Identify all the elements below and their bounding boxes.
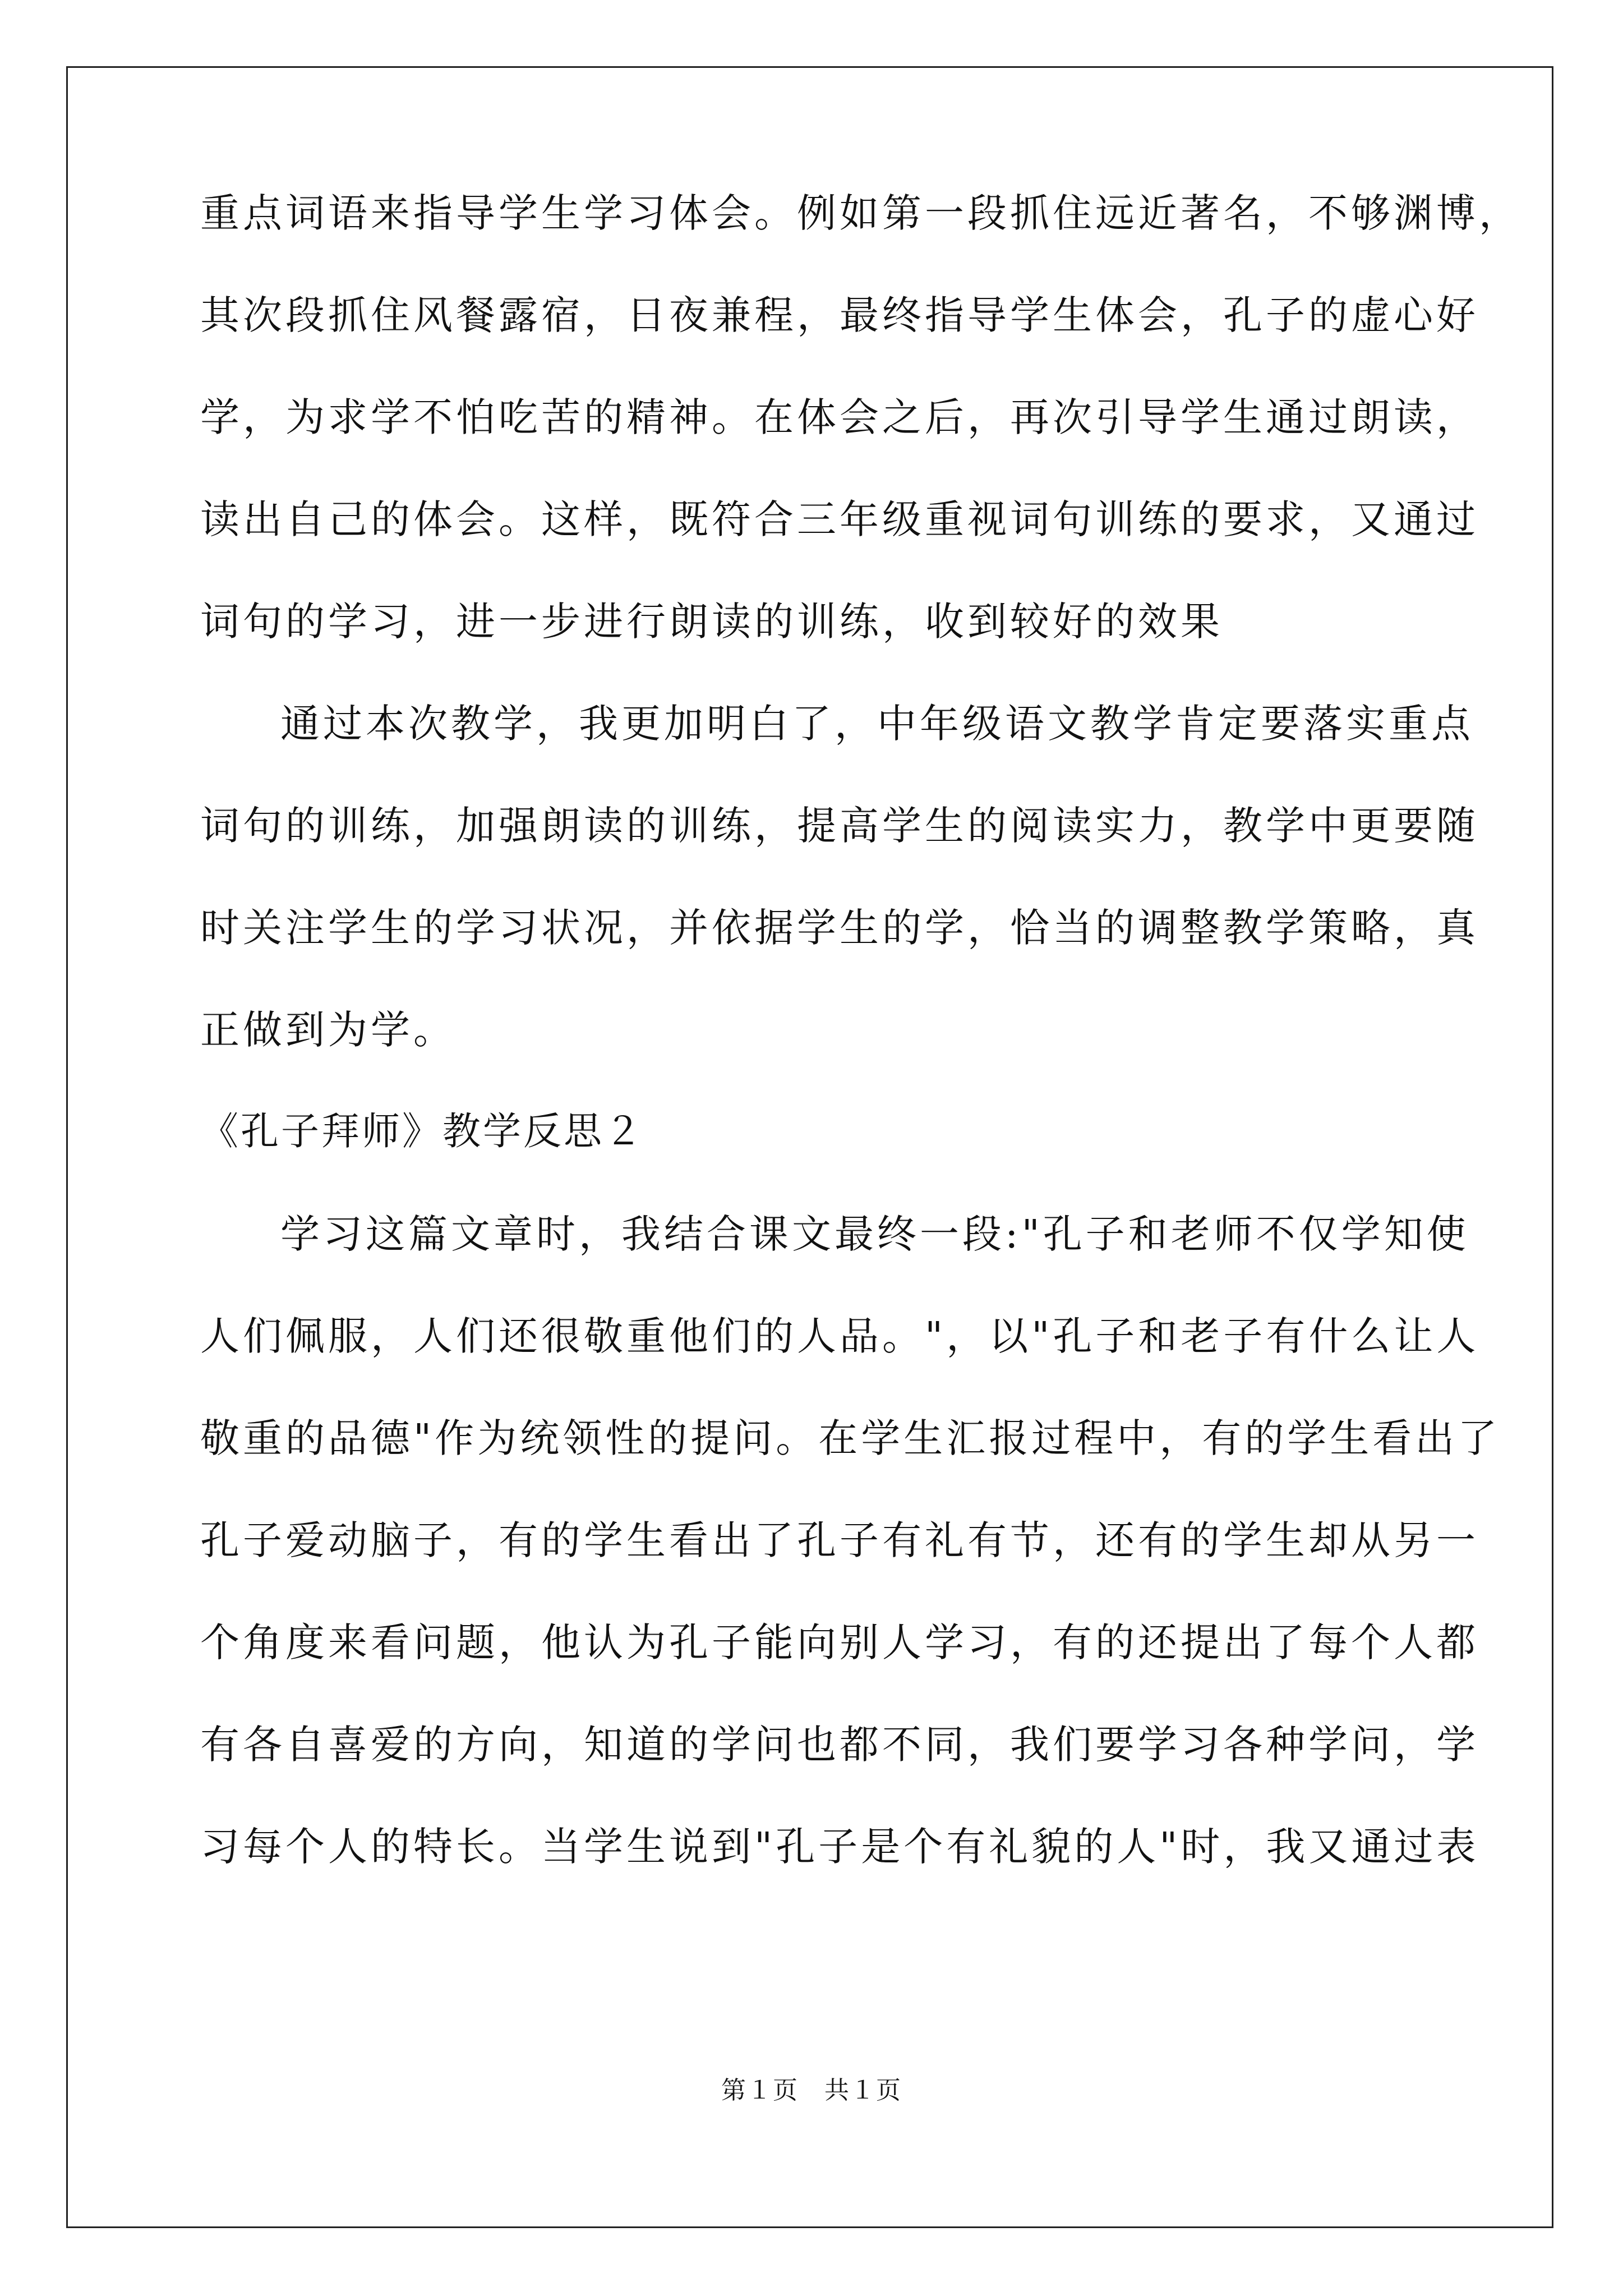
text-line: 学，为求学不怕吃苦的精神。在体会之后，再次引导学生通过朗读， xyxy=(200,394,1479,440)
text-line: 习每个人的特长。当学生说到"孔子是个有礼貌的人"时，我又通过表 xyxy=(200,1824,1479,1870)
paragraph-first-line: 学习这篇文章时，我结合课文最终一段:"孔子和老师不仅学知使 xyxy=(280,1211,1469,1257)
text-line: 词句的训练，加强朗读的训练，提高学生的阅读实力，教学中更要随 xyxy=(200,803,1479,849)
text-line: 孔子爱动脑子，有的学生看出了孔子有礼有节，还有的学生却从另一 xyxy=(200,1517,1479,1563)
page-number-footer: 第１页 共１页 xyxy=(721,2076,902,2105)
paragraph-first-line: 通过本次教学，我更加明白了，中年级语文教学肯定要落实重点 xyxy=(280,701,1474,747)
text-line: 有各自喜爱的方向，知道的学问也都不同，我们要学习各种学问，学 xyxy=(200,1722,1479,1768)
text-line: 词句的学习，进一步进行朗读的训练，收到较好的效果 xyxy=(200,599,1223,645)
text-line: 个角度来看问题，他认为孔子能向别人学习，有的还提出了每个人都 xyxy=(200,1619,1479,1665)
text-line: 读出自己的体会。这样，既符合三年级重视词句训练的要求，又通过 xyxy=(200,496,1479,542)
text-line: 其次段抓住风餐露宿，日夜兼程，最终指导学生体会，孔子的虚心好 xyxy=(200,292,1479,338)
text-line: 时关注学生的学习状况，并依据学生的学，恰当的调整教学策略，真 xyxy=(200,905,1479,951)
text-line: 敬重的品德"作为统领性的提问。在学生汇报过程中，有的学生看出了 xyxy=(200,1415,1501,1461)
section-heading: 《孔子拜师》教学反思２ xyxy=(200,1110,645,1154)
text-line: 重点词语来指导学生学习体会。例如第一段抓住远近著名，不够渊博， xyxy=(200,190,1521,236)
text-line: 人们佩服，人们还很敬重他们的人品。"，以"孔子和老子有什么让人 xyxy=(200,1313,1479,1359)
text-line: 正做到为学。 xyxy=(200,1007,456,1053)
